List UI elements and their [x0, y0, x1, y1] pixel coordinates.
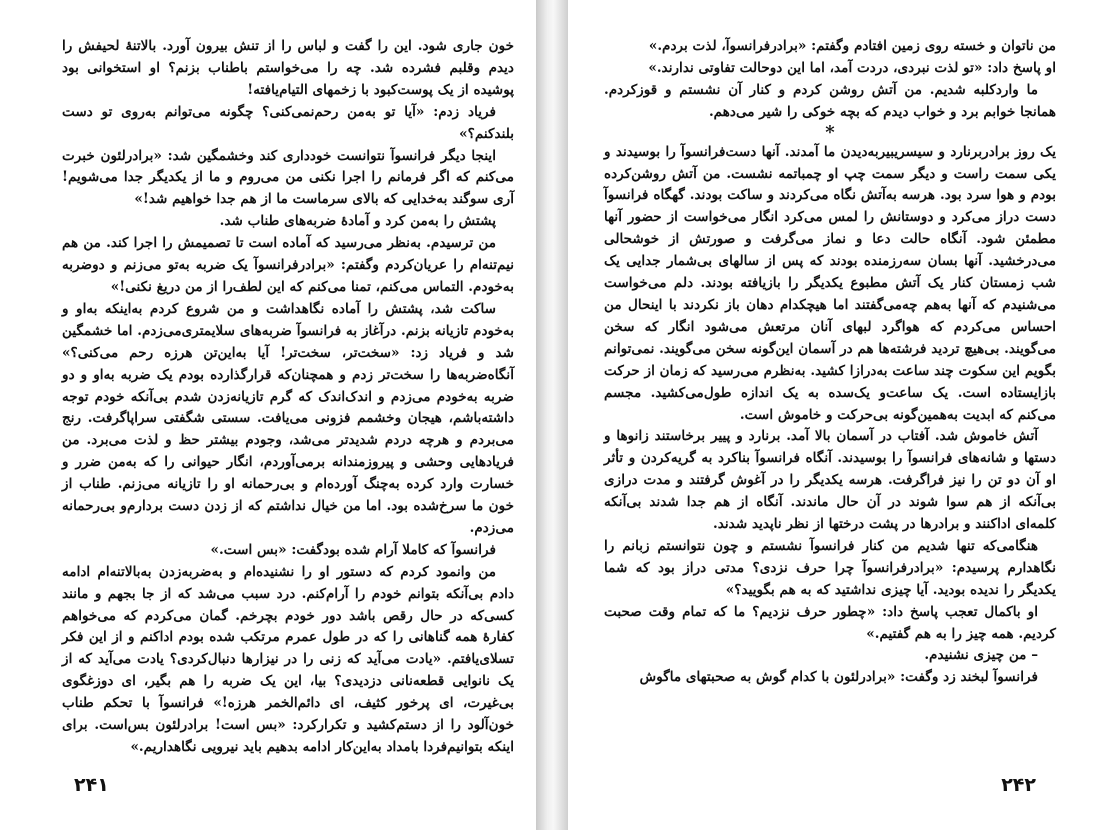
left-page [0, 0, 536, 830]
paragraph: من وانمود کردم که دستور او را نشنیده‌ام و به‌ضربه‌زدن به‌بالاتنه‌ام ادامه دادم بی‌آنکه بتوانم خودم را آرام‌کنم. درد سبب می‌شد که از جا بجهم و مانند کسی‌که در حال رقص باشد دور خودم بچرخم. گمان می‌کردم که می‌خواهم کفارهٔ همه گناهانی را که در طول عمرم مرتکب شده بودم اداکنم و از این فکر تسلای‌یافتم. «یادت می‌آید که زنی را در نیزارها دنبال‌کردی؟ یادت می‌آید که از یک نانوایی قطعه‌نانی دزدیدی؟ بیا، این یک ضربه را هم بگیر، ای دوزغگوی بی‌غیرت، ای پرخور کثیف، ای دائم‌الخمر هرزه!» فرانسوآ با تحکم طناب خون‌آلود را از دستم‌کشید و تکرارکرد: «بس است! برادرلئون بس‌است. برای اینکه بتوانیم‌فردا بامداد به‌این‌کار ادامه بدهیم باید نیرویی نگاهداریم.» [62, 563, 514, 755]
paragraph: ما واردکلبه شدیم. من آتش روشن کردم و کنار آن نشستم و قوزکردم. همانجا خوابم برد و خواب دیدم که بچه خوکی را شیر می‌دهم. [604, 81, 1056, 120]
paragraph: فرانسوآ که کاملا آرام شده بودگفت: «بس است.» [210, 541, 496, 558]
paragraph: خون جاری شود. این را گفت و لباس را از تنش بیرون آورد. بالاتنهٔ لحیفش را دیدم وقلبم فشرده شد. چه را می‌خواستم باطناب بزنم؟ او استخوانی بود پوشیده از یک پوست‌کبود با زخمهای التیام‌یافته! [62, 38, 514, 98]
paragraph: اینجا دیگر فرانسوآ نتوانست خودداری کند وخشمگین شد: «برادرلئون خبرت می‌کنم که اگر فرمانم را اجرا نکنی من می‌روم و ما از یکدیگر جدا می‌شویم! آری سوگند به‌خدایی که بالای سرماست ما از هم جدا خواهیم شد!» [62, 147, 514, 208]
paragraph: – من چیزی نشنیدم. [924, 647, 1038, 664]
left-page-text [62, 36, 514, 759]
paragraph: ساکت شد، پشتش را آماده نگاهداشت و من شروع کردم به‌اینکه به‌او و به‌خودم تازیانه بزنم. درآغاز به فرانسوآ ضربه‌های سلایمتری‌می‌زدم. اما خشمگین شد و فریاد زد: «سخت‌تر، سخت‌تر! آیا به‌این‌تن هرزه رحم می‌کنی؟» آنگاه‌ضربه‌ها را سخت‌تر زدم و همچنان‌که قرارگذارده بودم یک ضربه به‌او و دو ضربه به‌خودم می‌زدم و اندک‌اندک که گرم تازیانه‌زدن شدم بی‌آنکه خودم توجه داشته‌باشم، هیجان وخشمم فزونی می‌یافت. سستی شگفتی سراپا‌گرفت. رنج می‌بردم و هرچه دردم شدیدتر می‌شد، وجودم بیشتر حظ و لذت می‌برد. من فریادهایی وحشی و پیروزمندانه برمی‌آوردم، انگار حیوانی را که به‌من ضرر و خسارت وارد کرده به‌چنگ آورده‌ام و بی‌رحمانه او را تازیانه می‌زنم. طناب از خون ما سرخ‌شده بود. اما من خیال نداشتم که از زدن دست بردارم‌و بی‌رحمانه می‌زدم. [62, 300, 514, 536]
right-page-text [604, 36, 1056, 689]
paragraph: آتش خاموش شد. آفتاب در آسمان بالا آمد. برنارد و پییر برخاستند زانوها و دستها و شانه‌های فرانسوآ را بوسیدند. آنگاه فرانسوآ بناکرد به گریه‌کردن و تأثر او آن دو تن را نیز فراگرفت. هرسه یکدیگر را در آغوش گرفتند و مدت درازی بی‌آنکه از هم سوا شوند در آن حال ماندند. آنگاه از هم جدا شدند بی‌آنکه کلمه‌ای اداکنند و برادرها در پشت درختها از نظر ناپدید شدند. [604, 428, 1056, 533]
right-page [568, 0, 1094, 830]
paragraph: یک روز برادربرنارد و سیسریبیربه‌دیدن ما آمدند. آنها دست‌فرانسوآ را بوسیدند و یکی سمت راست و دیگر سمت چپ او چمباتمه نشست. من آتش روشن‌کرده بودم و هوا سرد بود. هرسه به‌آتش نگاه می‌کردند و ساکت بودند. گهگاه فرانسوآ دست دراز می‌کرد و دوستانش را لمس می‌کرد انگار می‌خواست از حضور آنها مطمئن شود. آنگاه حالت دعا و نماز می‌گرفت و صورتش از خوشحالی می‌درخشید. آنها بسان سه‌رزمنده بودند که پس از سالهای بی‌شمار جدایی یک شب زمستان کنار یک آتش مطبوع یکدیگر را بازیافته بودند. دلم می‌خواست می‌شنیدم که آنها به‌هم چه‌می‌گفتند اما هیچکدام دهان باز نکردند با اینحال من احساس می‌کردم که هواگرد لبهای آنان مرتعش می‌شود انگار که سخن می‌گویند. بی‌هیچ تردید فرشته‌ها هم در آسمان این‌گونه سخن می‌گویند. نمی‌توانم بگویم این سکوت چند ساعت به‌درازا کشید. به‌نظرم می‌رسید که زمان از حرکت بازایستاده است. یک ساعت‌و یک‌سده به یک اندازه طول‌می‌کشید. مجسم می‌کنم که ابدیت به‌همین‌گونه بی‌حرکت و خاموش است. [604, 143, 1056, 423]
page-number: ۲۴۲ [1001, 774, 1036, 796]
book-gutter [536, 0, 568, 830]
page-number: ۲۴۱ [74, 774, 109, 796]
paragraph: فرانسوآ لبخند زد وگفت: «برادرلئون با کدام گوش به صحبتهای ماگوش [639, 669, 1038, 686]
paragraph: من ناتوان و خسته روی زمین افتادم وگفتم: «برادرفرانسوآ، لذت بردم.» [648, 38, 1056, 54]
paragraph: من ترسیدم. به‌نظر می‌رسید که آماده است تا تصمیمش را اجرا کند. من هم نیم‌تنه‌ام را عریان‌کردم وگفتم: «برادرفرانسوآ یک ضربه به‌تو می‌زنم و دوضربه به‌خودم. التماس می‌کنم، تمنا می‌کنم که این لطف‌را از من دریغ نکنی!» [62, 235, 514, 295]
paragraph: فریاد زدم: «آیا تو به‌من رحم‌نمی‌کنی؟ چگونه می‌توانم به‌روی تو دست بلندکنم؟» [62, 103, 514, 142]
paragraph: هنگامی‌که تنها شدیم من کنار فرانسوآ نشستم و چون نتوانستم زبانم را نگاهدارم پرسیدم: «برادرفرانسوآ چرا حرف نزدی؟ مدتی دراز بود که شما یکدیگر را ندیده بودید. آیا چیزی نداشتید که به هم بگویید؟» [604, 537, 1056, 598]
paragraph: پشتش را به‌من کرد و آمادهٔ ضربه‌های طناب شد. [219, 213, 496, 230]
section-break-asterisk: * [825, 121, 835, 143]
paragraph: او پاسخ داد: «تو لذت نبردی، دردت آمد، اما این دوحالت تفاوتی ندارند.» [648, 59, 1056, 76]
paragraph: او باکمال تعجب پاسخ داد: «چطور حرف نزدیم؟ ما که تمام وقت صحبت کردیم. همه چیز را به هم گفتیم.» [604, 603, 1056, 642]
